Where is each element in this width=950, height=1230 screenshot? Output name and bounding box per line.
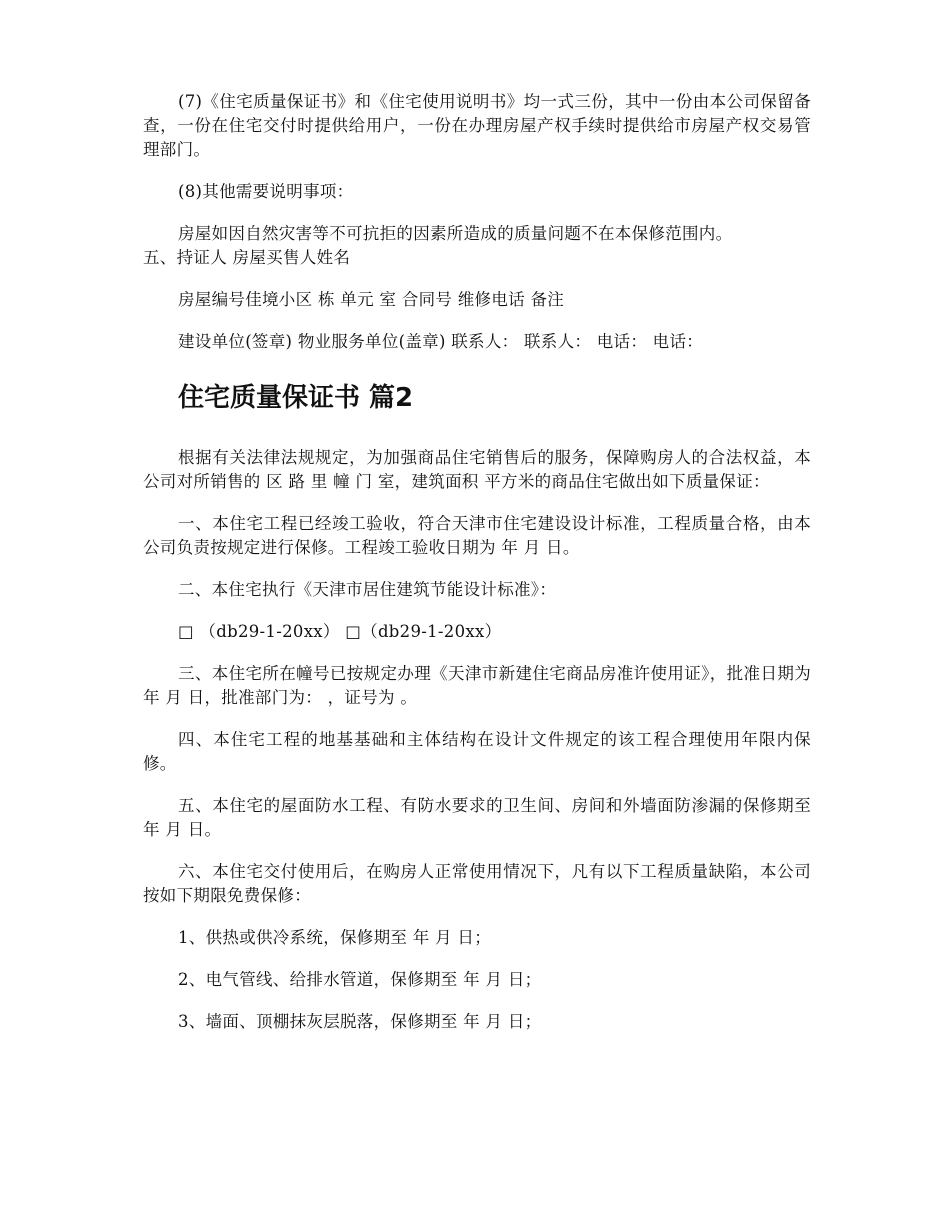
paragraph-holder: 五、持证人 房屋买售人姓名 <box>143 248 351 267</box>
paragraph-subitem-2: 2、电气管线、给排水管道，保修期至 年 月 日； <box>178 970 542 989</box>
paragraph-subitem-1: 1、供热或供冷系统，保修期至 年 月 日； <box>178 928 492 947</box>
paragraph-signatures: 建设单位(签章) 物业服务单位(盖章) 联系人： 联系人： 电话： 电话： <box>178 332 704 351</box>
paragraph-clause-6: 六、本住宅交付使用后，在购房人正常使用情况下，凡有以下工程质量缺陷，本公司按如下期限免费保修： <box>143 862 811 905</box>
section-heading: 住宅质量保证书 篇2 <box>178 383 414 413</box>
paragraph-clause-1: 一、本住宅工程已经竣工验收，符合天津市住宅建设设计标准，工程质量合格，由本公司负责按规定进行保修。工程竣工验收日期为 年 月 日。 <box>143 514 811 557</box>
document-page <box>143 90 811 1034</box>
paragraph-subitem-3: 3、墙面、顶棚抹灰层脱落，保修期至 年 月 日； <box>178 1012 542 1031</box>
paragraph-clause-2: 二、本住宅执行《天津市居住建筑节能设计标准》： <box>178 580 557 599</box>
paragraph-clause-2-options: □ （db29-1-20xx） □（db29-1-20xx） <box>178 622 502 641</box>
paragraph-clause-3: 三、本住宅所在幢号已按规定办理《天津市新建住宅商品房准许使用证》，批准日期为 年 月 日，批准部门为： ，证号为 。 <box>143 664 811 707</box>
paragraph-disaster-exclusion: 房屋如因自然灾害等不可抗拒的因素所造成的质量问题不在本保修范围内。 <box>178 224 733 243</box>
paragraph-item-8: (8)其他需要说明事项： <box>178 182 354 201</box>
paragraph-clause-4: 四、本住宅工程的地基基础和主体结构在设计文件规定的该工程合理使用年限内保修。 <box>143 730 811 773</box>
paragraph-item-7: (7)《住宅质量保证书》和《住宅使用说明书》均一式三份，其中一份由本公司保留备查，一份在住宅交付时提供给用户，一份在办理房屋产权手续时提供给市房屋产权交易管理部门。 <box>143 92 811 159</box>
paragraph-house-number: 房屋编号佳境小区 栋 单元 室 合同号 维修电话 备注 <box>178 290 565 309</box>
paragraph-intro: 根据有关法律法规规定，为加强商品住宅销售后的服务，保障购房人的合法权益，本公司对所销售的 区 路 里 幢 门 室，建筑面积 平方米的商品住宅做出如下质量保证： <box>143 448 811 491</box>
paragraph-clause-5: 五、本住宅的屋面防水工程、有防水要求的卫生间、房间和外墙面防渗漏的保修期至 年 月 日。 <box>143 796 811 839</box>
